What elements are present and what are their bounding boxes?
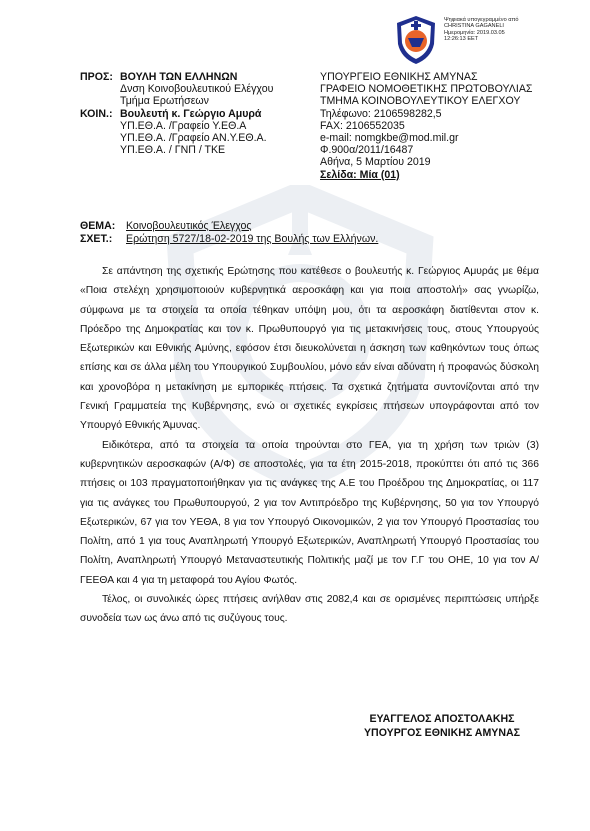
cc-item: ΥΠ.ΕΘ.Α. / ΓΝΠ / ΤΚΕ <box>120 144 226 157</box>
cc-item: ΥΠ.ΕΘ.Α. /Γραφείο Υ.ΕΘ.Α <box>120 119 247 132</box>
ministry-logo-icon <box>394 14 438 66</box>
body-paragraph: Ειδικότερα, από τα στοιχεία τα οποία τηρούνται στο ΓΕΑ, για τη χρήση των τριών (3) κυβερνητικών αεροσκαφών (Α/Φ) σε αποστολές, για τα έτη 2015-2018, προκύπτει ότι από τις 366 πτήσεις οι 103 πραγματοποιήθηκαν για τις ανάγκες της Α.Ε του Προέδρου της Δημοκρατίας, οι 117 για τις ανάγκες του Πρωθυπουργού, 2 για τον Αντιπρόεδρο της Κυβέρνησης, 50 για τον Υπουργό Εξωτερικών, 67 για τον ΥΕΘΑ, 8 για τον Υπουργό Οικονομικών, 2 για τον Υπουργό Προστασίας του Πολίτη, από 1 για τους Αναπληρωτή Υπουργό Εξωτερικών, Αναπληρωτή Υπουργό Προστασίας του Πολίτη, Αναπληρωτή Υπουργό Μεταναστευτικής Πολιτικής μαζί με τον Γ.Γ του ΟΗΕ, 10 για τον Α/ΓΕΕΘΑ και 4 για τη μεταφορά του Αγίου Φωτός. <box>80 439 539 586</box>
body-paragraph: Τέλος, οι συνολικές ώρες πτήσεις ανήλθαν στις 2082,4 και σε ορισμένες περιπτώσεις υπήρξε συνοδεία των ως άνω από τις συζύγους τους. <box>80 594 539 625</box>
to-label: ΠΡΟΣ: <box>80 71 113 83</box>
sender-ministry: ΥΠΟΥΡΓΕΙΟ ΕΘΝΙΚΗΣ ΑΜΥΝΑΣ <box>320 71 478 83</box>
sender-fax: FAX: 2106552035 <box>320 119 405 132</box>
to-dept: Τμήμα Ερωτήσεων <box>120 95 209 108</box>
subject-line <box>80 220 252 233</box>
to-name: ΒΟΥΛΗ ΤΩΝ ΕΛΛΗΝΩΝ <box>120 71 238 83</box>
sender-block <box>320 71 532 181</box>
subject-label: ΘΕΜΑ: <box>80 220 116 232</box>
sender-dept: ΤΜΗΜΑ ΚΟΙΝΟΒΟΥΛΕΥΤΙΚΟΥ ΕΛΕΓΧΟΥ <box>320 95 521 108</box>
letter-body <box>80 262 539 629</box>
cc-name: Βουλευτή κ. Γεώργιο Αμυρά <box>120 107 262 120</box>
page-count: Σελίδα: Μία (01) <box>320 168 400 181</box>
recipients-block <box>120 71 273 156</box>
reference-label: ΣΧΕΤ.: <box>80 233 113 245</box>
signature-block <box>352 712 532 740</box>
stamp-line: Ψηφιακά υπογεγραμμένο από <box>444 17 519 23</box>
signatory-title: ΥΠΟΥΡΓΟΣ ΕΘΝΙΚΗΣ ΑΜΥΝΑΣ <box>363 727 520 739</box>
stamp-signer: CHRISTINA GAGANELI <box>444 23 504 30</box>
cc-item: ΥΠ.ΕΘ.Α. /Γραφείο ΑΝ.Υ.ΕΘ.Α. <box>120 132 267 145</box>
reference-line <box>80 233 378 246</box>
to-dept: Δνση Κοινοβουλευτικού Ελέγχου <box>120 83 274 96</box>
sender-phone: Τηλέφωνο: 2106598282,5 <box>320 107 442 120</box>
body-paragraph: Σε απάντηση της σχετικής Ερώτησης που κατέθεσε ο βουλευτής κ. Γεώργιος Αμυράς με θέμα «Ποια στελέχη χρησιμοποιούν κυβερνητικά αεροσκάφη και για ποια αποστολή» σας γνωρίζω, σύμφωνα με τα στοιχεία τα οποία τέθηκαν υπόψη μου, ότι τα αεροσκάφη διατίθενται στον κ. Πρόεδρο της Δημοκρατίας και τον κ. Πρωθυπουργό για τις μετακινήσεις τους, στους Υπουργούς Εξωτερικών και Εθνικής Αμύνης, εφόσον έτσι διευκολύνεται η άσκηση των καθηκόντων τους όπως επίσης και σε άλλα μέλη του Υπουργικού Συμβουλίου, μόνο εάν είναι αδύνατη ή προφανώς δύσκολη και χρονοβόρα η μετακίνηση με εμπορικές πτήσεις. Τα σχετικά ζητήματα συντονίζονται από την Γενική Γραμματεία της Κυβέρνησης, ενώ οι σχετικές εγκρίσεις πτήσεων υπογράφονται από τον Υπουργό Εθνικής Άμυνας. <box>80 266 539 432</box>
subject-value: Κοινοβουλευτικός Έλεγχος <box>126 220 252 232</box>
sender-email: e-mail: nomgkbe@mod.mil.gr <box>320 132 459 145</box>
digital-signature-stamp <box>444 17 518 43</box>
sender-date: Αθήνα, 5 Μαρτίου 2019 <box>320 156 431 169</box>
stamp-date: Ημερομηνία: 2019.03.05 <box>444 29 505 36</box>
sender-ref: Φ.900α/2011/16487 <box>320 144 414 157</box>
sender-office: ΓΡΑΦΕΙΟ ΝΟΜΟΘΕΤΙΚΗΣ ΠΡΩΤΟΒΟΥΛΙΑΣ <box>320 83 533 96</box>
reference-value: Ερώτηση 5727/18-02-2019 της Βουλής των Ελλήνων. <box>126 233 379 245</box>
signatory-name: ΕΥΑΓΓΕΛΟΣ ΑΠΟΣΤΟΛΑΚΗΣ <box>369 713 515 725</box>
stamp-time: 12:26:13 EET <box>444 36 479 43</box>
cc-label: ΚΟΙΝ.: <box>80 107 113 120</box>
